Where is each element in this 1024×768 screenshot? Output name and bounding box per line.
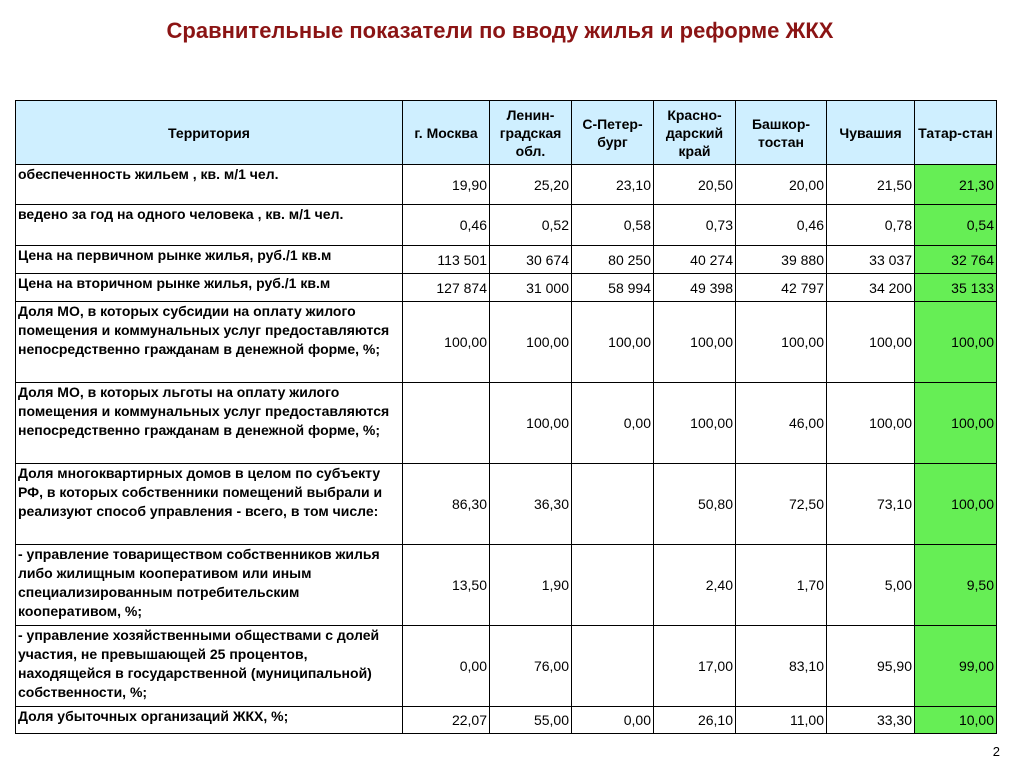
table-cell: 9,50 — [915, 545, 997, 626]
table-cell: 5,00 — [827, 545, 915, 626]
table-cell: 100,00 — [736, 302, 827, 383]
table-cell: 22,07 — [403, 707, 490, 734]
table-row — [16, 545, 997, 626]
table-cell: 50,80 — [654, 464, 736, 545]
table-cell: 42 797 — [736, 274, 827, 302]
table-cell: 33 037 — [827, 246, 915, 274]
table-row — [16, 302, 997, 383]
table-cell: 100,00 — [490, 302, 572, 383]
table-cell: 17,00 — [654, 626, 736, 707]
table-cell: 46,00 — [736, 383, 827, 464]
table-cell: 100,00 — [827, 302, 915, 383]
header-region: Красно-дарский край — [654, 101, 736, 165]
row-label: Цена на вторичном рынке жилья, руб./1 кв.м — [16, 274, 403, 302]
table-cell: 55,00 — [490, 707, 572, 734]
row-label: Цена на первичном рынке жилья, руб./1 кв.м — [16, 246, 403, 274]
table-cell: 0,46 — [403, 205, 490, 246]
table-cell: 23,10 — [572, 165, 654, 205]
header-region: С-Петер-бург — [572, 101, 654, 165]
table-cell: 25,20 — [490, 165, 572, 205]
table-cell: 100,00 — [572, 302, 654, 383]
table-cell: 1,70 — [736, 545, 827, 626]
header-region: Ленин-градская обл. — [490, 101, 572, 165]
row-label: Доля МО, в которых льготы на оплату жилого помещения и коммунальных услуг предоставляются непосредственно гражданам в денежной форме, %; — [16, 383, 403, 464]
table-cell: 10,00 — [915, 707, 997, 734]
table-cell — [572, 626, 654, 707]
table-header-row — [16, 101, 997, 165]
table-cell: 83,10 — [736, 626, 827, 707]
table-cell: 76,00 — [490, 626, 572, 707]
table-row — [16, 626, 997, 707]
row-label: Доля убыточных организаций ЖКХ, %; — [16, 707, 403, 734]
header-region: Чувашия — [827, 101, 915, 165]
table-cell: 100,00 — [915, 383, 997, 464]
table-cell: 58 994 — [572, 274, 654, 302]
table-cell: 34 200 — [827, 274, 915, 302]
header-region: Татар-стан — [915, 101, 997, 165]
row-label: - управление хозяйственными обществами с долей участия, не превышающей 25 процентов, находящейся в государственной (муниципальной) собственности, %; — [16, 626, 403, 707]
table-cell: 32 764 — [915, 246, 997, 274]
table-cell: 0,54 — [915, 205, 997, 246]
table-row — [16, 383, 997, 464]
page-title: Сравнительные показатели по вводу жилья и реформе ЖКХ — [166, 18, 834, 43]
table-cell: 72,50 — [736, 464, 827, 545]
table-cell: 73,10 — [827, 464, 915, 545]
table-cell — [572, 464, 654, 545]
table-cell: 35 133 — [915, 274, 997, 302]
row-label: ведено за год на одного человека , кв. м/1 чел. — [16, 205, 403, 246]
header-region: г. Москва — [403, 101, 490, 165]
row-label: Доля МО, в которых субсидии на оплату жилого помещения и коммунальных услуг предоставляются непосредственно гражданам в денежной форме, %; — [16, 302, 403, 383]
table-cell: 21,30 — [915, 165, 997, 205]
table-cell — [572, 545, 654, 626]
table-cell: 0,78 — [827, 205, 915, 246]
table-cell: 0,46 — [736, 205, 827, 246]
table-cell: 0,58 — [572, 205, 654, 246]
table-cell: 19,90 — [403, 165, 490, 205]
table-row — [16, 246, 997, 274]
comparison-table — [15, 100, 997, 734]
header-territory: Территория — [16, 101, 403, 165]
table-row — [16, 707, 997, 734]
table-cell: 11,00 — [736, 707, 827, 734]
row-label: обеспеченность жильем , кв. м/1 чел. — [16, 165, 403, 205]
table-cell: 40 274 — [654, 246, 736, 274]
table-cell: 100,00 — [915, 464, 997, 545]
table-cell: 113 501 — [403, 246, 490, 274]
table-row — [16, 464, 997, 545]
table-cell: 36,30 — [490, 464, 572, 545]
table-cell: 30 674 — [490, 246, 572, 274]
table-cell: 0,00 — [572, 707, 654, 734]
table-cell: 13,50 — [403, 545, 490, 626]
table-cell: 100,00 — [654, 383, 736, 464]
table-cell: 31 000 — [490, 274, 572, 302]
table-cell: 0,52 — [490, 205, 572, 246]
table-cell: 2,40 — [654, 545, 736, 626]
table-cell: 33,30 — [827, 707, 915, 734]
table-row — [16, 274, 997, 302]
table-cell: 0,00 — [572, 383, 654, 464]
table-row — [16, 205, 997, 246]
table-cell: 26,10 — [654, 707, 736, 734]
table-cell: 99,00 — [915, 626, 997, 707]
table-cell: 0,73 — [654, 205, 736, 246]
table-cell: 80 250 — [572, 246, 654, 274]
table-cell: 20,00 — [736, 165, 827, 205]
table-row — [16, 165, 997, 205]
table-cell — [403, 383, 490, 464]
table-cell: 0,00 — [403, 626, 490, 707]
table-cell: 21,50 — [827, 165, 915, 205]
table-cell: 100,00 — [403, 302, 490, 383]
row-label: - управление товариществом собственников жилья либо жилищным кооперативом или иным специализированным потребительским кооперативом, %; — [16, 545, 403, 626]
table-cell: 100,00 — [915, 302, 997, 383]
table-cell: 95,90 — [827, 626, 915, 707]
table-cell: 127 874 — [403, 274, 490, 302]
table-cell: 20,50 — [654, 165, 736, 205]
header-region: Башкор-тостан — [736, 101, 827, 165]
table-cell: 100,00 — [827, 383, 915, 464]
table-cell: 39 880 — [736, 246, 827, 274]
page-number: 2 — [992, 744, 1000, 759]
table-cell: 100,00 — [654, 302, 736, 383]
table-cell: 1,90 — [490, 545, 572, 626]
table-cell: 86,30 — [403, 464, 490, 545]
table-cell: 100,00 — [490, 383, 572, 464]
row-label: Доля многоквартирных домов в целом по субъекту РФ, в которых собственники помещений выбрали и реализуют способ управления - всего, в том числе: — [16, 464, 403, 545]
table-cell: 49 398 — [654, 274, 736, 302]
